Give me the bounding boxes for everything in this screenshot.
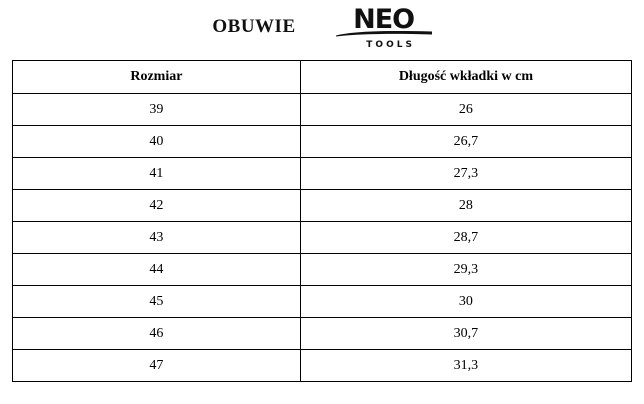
table-header-row xyxy=(13,61,632,94)
cell-length: 29,3 xyxy=(300,254,631,286)
column-header-size: Rozmiar xyxy=(13,61,301,94)
cell-size: 47 xyxy=(13,350,301,382)
cell-size: 44 xyxy=(13,254,301,286)
size-table xyxy=(12,60,632,382)
cell-size: 42 xyxy=(13,190,301,222)
table-row xyxy=(13,126,632,158)
neo-tools-logo xyxy=(336,6,432,50)
page-title: OBUWIE xyxy=(212,16,296,37)
cell-length: 31,3 xyxy=(300,350,631,382)
table-row xyxy=(13,190,632,222)
document-header xyxy=(0,0,644,60)
logo-wordmark: NEO xyxy=(353,4,415,35)
table-row xyxy=(13,350,632,382)
cell-length: 30,7 xyxy=(300,318,631,350)
table-row xyxy=(13,158,632,190)
cell-length: 30 xyxy=(300,286,631,318)
table-row xyxy=(13,222,632,254)
cell-length: 26,7 xyxy=(300,126,631,158)
table-row xyxy=(13,286,632,318)
cell-size: 39 xyxy=(13,94,301,126)
cell-length: 27,3 xyxy=(300,158,631,190)
cell-length: 28,7 xyxy=(300,222,631,254)
cell-length: 28 xyxy=(300,190,631,222)
cell-size: 43 xyxy=(13,222,301,254)
table-header xyxy=(13,61,632,94)
cell-size: 46 xyxy=(13,318,301,350)
column-header-insole-length: Długość wkładki w cm xyxy=(300,61,631,94)
cell-size: 41 xyxy=(13,158,301,190)
cell-size: 40 xyxy=(13,126,301,158)
logo-subtext: TOOLS xyxy=(366,40,415,50)
cell-size: 45 xyxy=(13,286,301,318)
table-row xyxy=(13,254,632,286)
cell-length: 26 xyxy=(300,94,631,126)
table-row xyxy=(13,94,632,126)
table-row xyxy=(13,318,632,350)
table-body xyxy=(13,94,632,382)
